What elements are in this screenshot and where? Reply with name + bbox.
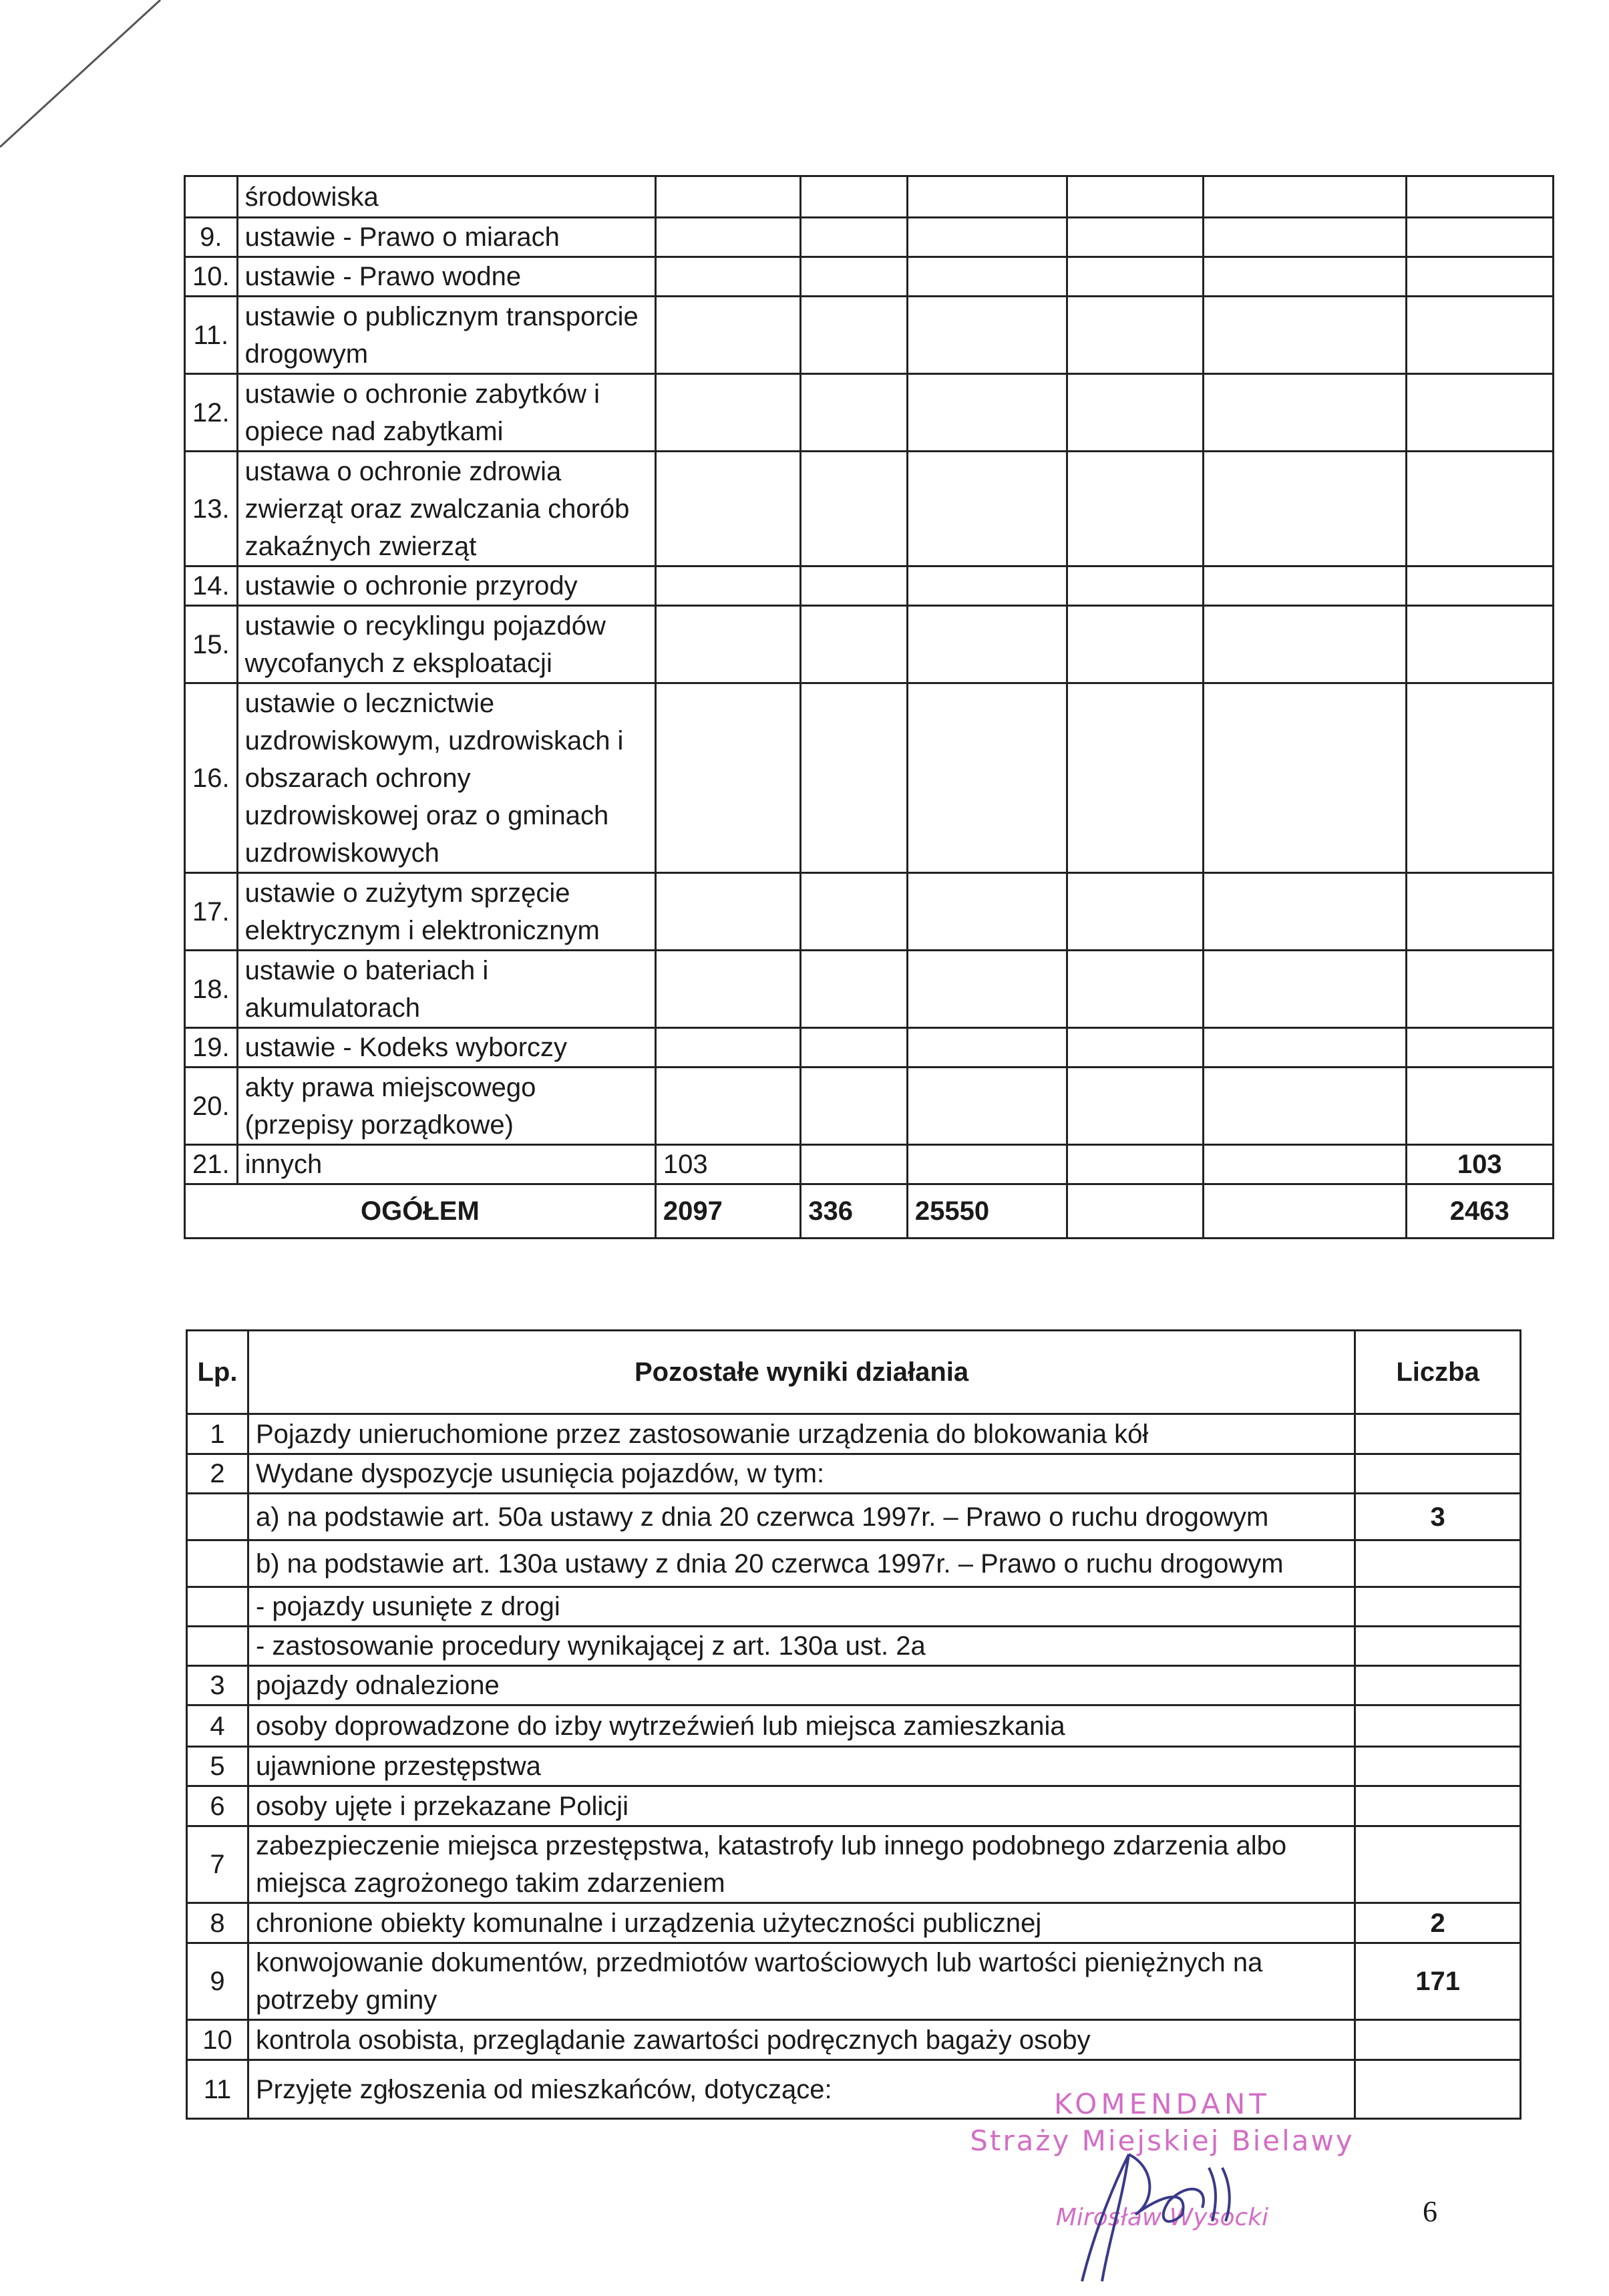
- value-cell-c5: [1204, 374, 1406, 452]
- scan-edge-line: [0, 0, 200, 160]
- row-count: [1355, 1705, 1521, 1747]
- table-row: [185, 951, 1554, 1028]
- row-count: [1355, 1666, 1521, 1705]
- value-cell-c4: [1067, 374, 1204, 452]
- value-cell-c6: [1406, 683, 1553, 873]
- value-cell-c1: [655, 606, 800, 683]
- row-label: a) na podstawie art. 50a ustawy z dnia 20 czerwca 1997r. – Prawo o ruchu drogowym: [248, 1494, 1355, 1540]
- value-cell-c2: [801, 1068, 908, 1145]
- row-number: 6: [187, 1786, 248, 1826]
- value-cell-c6: [1406, 452, 1553, 566]
- value-cell-c1: [655, 257, 800, 297]
- value-cell-c4: [1067, 297, 1204, 374]
- row-label: ustawie o bateriach i akumulatorach: [237, 951, 655, 1028]
- row-number: 13.: [185, 452, 238, 566]
- table-row: [187, 1627, 1521, 1666]
- value-cell-c5: [1204, 566, 1406, 606]
- row-count: [1355, 1587, 1521, 1627]
- stamp-institution: Straży Miejskiej Bielawy: [970, 2124, 1355, 2157]
- row-label: ustawa o ochronie zdrowia zwierząt oraz zwalczania chorób zakaźnych zwierząt: [237, 452, 655, 566]
- total-label: OGÓŁEM: [185, 1184, 656, 1239]
- row-number: 4: [187, 1705, 248, 1747]
- row-label: osoby ujęte i przekazane Policji: [248, 1786, 1355, 1826]
- value-cell-c4: [1067, 1068, 1204, 1145]
- row-label: - zastosowanie procedury wynikającej z art. 130a ust. 2a: [248, 1627, 1355, 1666]
- value-cell-c6: [1406, 374, 1553, 452]
- row-number: 3: [187, 1666, 248, 1705]
- row-label: zabezpieczenie miejsca przestępstwa, katastrofy lub innego podobnego zdarzenia albo miejsca zagrożonego takim zdarzeniem: [248, 1826, 1355, 1903]
- row-number: 9.: [185, 218, 238, 257]
- value-cell-c4: [1067, 1028, 1204, 1068]
- table-row: [187, 1540, 1521, 1587]
- table-row: [185, 374, 1554, 452]
- row-label: osoby doprowadzone do izby wytrzeźwień lub miejsca zamieszkania: [248, 1705, 1355, 1747]
- row-count: [1355, 1747, 1521, 1786]
- row-number: 20.: [185, 1068, 238, 1145]
- violations-table: [184, 175, 1554, 1239]
- value-cell-c3: [907, 176, 1067, 218]
- table-row: [187, 1747, 1521, 1786]
- value-cell-c2: [801, 297, 908, 374]
- value-cell-c6: [1406, 297, 1553, 374]
- value-cell-c4: [1067, 606, 1204, 683]
- row-number: 10.: [185, 257, 238, 297]
- row-number: 1: [187, 1414, 248, 1454]
- row-label: ustawie o lecznictwie uzdrowiskowym, uzdrowiskach i obszarach ochrony uzdrowiskowej oraz o gminach uzdrowiskowych: [237, 683, 655, 873]
- value-cell-c5: [1204, 176, 1406, 218]
- row-number: 11.: [185, 297, 238, 374]
- row-label: ustawie - Kodeks wyborczy: [237, 1028, 655, 1068]
- row-number: 2: [187, 1454, 248, 1494]
- value-cell-c2: [801, 1028, 908, 1068]
- table-row: [187, 1587, 1521, 1627]
- row-number: 5: [187, 1747, 248, 1786]
- value-cell-c4: [1067, 176, 1204, 218]
- value-cell-c4: [1067, 683, 1204, 873]
- total-cell-c2: 336: [801, 1184, 908, 1239]
- value-cell-c3: [907, 218, 1067, 257]
- value-cell-c3: [907, 452, 1067, 566]
- value-cell-c6: [1406, 873, 1553, 951]
- row-count: [1355, 1540, 1521, 1587]
- value-cell-c5: [1204, 452, 1406, 566]
- row-number: 19.: [185, 1028, 238, 1068]
- value-cell-c3: [907, 1145, 1067, 1184]
- value-cell-c1: [655, 873, 800, 951]
- value-cell-c1: 103: [655, 1145, 800, 1184]
- table-row: [187, 1903, 1521, 1943]
- value-cell-c2: [801, 257, 908, 297]
- total-cell-c1: 2097: [655, 1184, 800, 1239]
- stamp-name: Mirosław Wysocki: [1055, 2204, 1269, 2231]
- value-cell-c5: [1204, 297, 1406, 374]
- row-label: innych: [237, 1145, 655, 1184]
- row-label: chronione obiekty komunalne i urządzenia użyteczności publicznej: [248, 1903, 1355, 1943]
- value-cell-c5: [1204, 1145, 1406, 1184]
- table-row: [185, 873, 1554, 951]
- value-cell-c6: [1406, 257, 1553, 297]
- value-cell-c4: [1067, 1145, 1204, 1184]
- value-cell-c2: [801, 566, 908, 606]
- row-label: Przyjęte zgłoszenia od mieszkańców, dotyczące:: [248, 2060, 1355, 2119]
- table-row: [185, 1028, 1554, 1068]
- value-cell-c6: [1406, 566, 1553, 606]
- row-number: 10: [187, 2020, 248, 2060]
- header-lp: Lp.: [187, 1331, 248, 1414]
- table-row: [187, 1666, 1521, 1705]
- row-number: [187, 1587, 248, 1627]
- row-label: ustawie - Prawo o miarach: [237, 218, 655, 257]
- row-number: 18.: [185, 951, 238, 1028]
- value-cell-c1: [655, 1068, 800, 1145]
- value-cell-c3: [907, 951, 1067, 1028]
- value-cell-c4: [1067, 566, 1204, 606]
- table-row: [185, 297, 1554, 374]
- other-results-table: [186, 1329, 1522, 2120]
- table-row: [187, 1826, 1521, 1903]
- table-row: [185, 683, 1554, 873]
- table-row: [187, 1494, 1521, 1540]
- value-cell-c6: [1406, 951, 1553, 1028]
- value-cell-c2: [801, 951, 908, 1028]
- row-label: akty prawa miejscowego (przepisy porządkowe): [237, 1068, 655, 1145]
- table-row: [187, 1786, 1521, 1826]
- value-cell-c5: [1204, 218, 1406, 257]
- value-cell-c1: [655, 683, 800, 873]
- table-row: [185, 218, 1554, 257]
- table-row: [187, 2020, 1521, 2060]
- value-cell-c6: [1406, 1068, 1553, 1145]
- row-number: [185, 176, 238, 218]
- value-cell-c2: [801, 1145, 908, 1184]
- value-cell-c1: [655, 951, 800, 1028]
- value-cell-c5: [1204, 683, 1406, 873]
- value-cell-c4: [1067, 257, 1204, 297]
- value-cell-c4: [1067, 218, 1204, 257]
- value-cell-c3: [907, 1068, 1067, 1145]
- value-cell-c3: [907, 873, 1067, 951]
- stamp-title: KOMENDANT: [1054, 2088, 1270, 2120]
- value-cell-c1: [655, 374, 800, 452]
- value-cell-c5: [1204, 873, 1406, 951]
- value-cell-c1: [655, 566, 800, 606]
- table-row: [185, 257, 1554, 297]
- row-label: ujawnione przestępstwa: [248, 1747, 1355, 1786]
- row-label: ustawie o ochronie przyrody: [237, 566, 655, 606]
- page-number: 6: [1423, 2195, 1437, 2228]
- row-count: [1355, 2060, 1521, 2119]
- row-number: 12.: [185, 374, 238, 452]
- value-cell-c3: [907, 683, 1067, 873]
- row-label: Wydane dyspozycje usunięcia pojazdów, w tym:: [248, 1454, 1355, 1494]
- value-cell-c2: [801, 683, 908, 873]
- value-cell-c3: [907, 297, 1067, 374]
- value-cell-c6: [1406, 218, 1553, 257]
- value-cell-c1: [655, 452, 800, 566]
- value-cell-c3: [907, 566, 1067, 606]
- total-cell-c3: 25550: [907, 1184, 1067, 1239]
- table-row: [185, 1068, 1554, 1145]
- table-row: [187, 1454, 1521, 1494]
- value-cell-c2: [801, 452, 908, 566]
- value-cell-c3: [907, 374, 1067, 452]
- row-number: 17.: [185, 873, 238, 951]
- value-cell-c5: [1204, 606, 1406, 683]
- row-number: [187, 1494, 248, 1540]
- table-row: [185, 1145, 1554, 1184]
- row-count: 3: [1355, 1494, 1521, 1540]
- value-cell-c2: [801, 176, 908, 218]
- row-label: pojazdy odnalezione: [248, 1666, 1355, 1705]
- row-count: [1355, 1826, 1521, 1903]
- value-cell-c6: [1406, 176, 1553, 218]
- row-label: ustawie o recyklingu pojazdów wycofanych z eksploatacji: [237, 606, 655, 683]
- total-cell-c4: [1067, 1184, 1204, 1239]
- row-label: ustawie o publicznym transporcie drogowym: [237, 297, 655, 374]
- value-cell-c1: [655, 297, 800, 374]
- row-count: [1355, 1786, 1521, 1826]
- row-number: 7: [187, 1826, 248, 1903]
- row-number: 8: [187, 1903, 248, 1943]
- value-cell-c2: [801, 374, 908, 452]
- value-cell-c4: [1067, 873, 1204, 951]
- value-cell-c5: [1204, 951, 1406, 1028]
- value-cell-c2: [801, 606, 908, 683]
- row-count: [1355, 1454, 1521, 1494]
- value-cell-c6: [1406, 606, 1553, 683]
- row-label: środowiska: [237, 176, 655, 218]
- total-cell-c6: 2463: [1406, 1184, 1553, 1239]
- table-row: [187, 1943, 1521, 2020]
- row-label: Pojazdy unieruchomione przez zastosowanie urządzenia do blokowania kół: [248, 1414, 1355, 1454]
- row-label: - pojazdy usunięte z drogi: [248, 1587, 1355, 1627]
- row-label: b) na podstawie art. 130a ustawy z dnia 20 czerwca 1997r. – Prawo o ruchu drogowym: [248, 1540, 1355, 1587]
- row-count: [1355, 2020, 1521, 2060]
- value-cell-c3: [907, 606, 1067, 683]
- table-row: [185, 606, 1554, 683]
- row-number: 21.: [185, 1145, 238, 1184]
- row-count: 171: [1355, 1943, 1521, 2020]
- table-row: [185, 566, 1554, 606]
- row-number: [187, 1627, 248, 1666]
- value-cell-c5: [1204, 1068, 1406, 1145]
- row-number: 9: [187, 1943, 248, 2020]
- row-label: konwojowanie dokumentów, przedmiotów wartościowych lub wartości pieniężnych na potrzeby gminy: [248, 1943, 1355, 2020]
- value-cell-c4: [1067, 452, 1204, 566]
- value-cell-c3: [907, 257, 1067, 297]
- total-row: [185, 1184, 1554, 1239]
- value-cell-c2: [801, 218, 908, 257]
- row-number: 14.: [185, 566, 238, 606]
- row-number: 11: [187, 2060, 248, 2119]
- row-count: [1355, 1627, 1521, 1666]
- value-cell-c1: [655, 176, 800, 218]
- value-cell-c1: [655, 218, 800, 257]
- value-cell-c2: [801, 873, 908, 951]
- row-label: kontrola osobista, przeglądanie zawartości podręcznych bagaży osoby: [248, 2020, 1355, 2060]
- table-row: [185, 452, 1554, 566]
- value-cell-c5: [1204, 257, 1406, 297]
- value-cell-c4: [1067, 951, 1204, 1028]
- value-cell-c3: [907, 1028, 1067, 1068]
- row-label: ustawie - Prawo wodne: [237, 257, 655, 297]
- row-label: ustawie o zużytym sprzęcie elektrycznym i elektronicznym: [237, 873, 655, 951]
- row-label: ustawie o ochronie zabytków i opiece nad zabytkami: [237, 374, 655, 452]
- handwritten-signature: [1055, 2128, 1256, 2288]
- row-number: 15.: [185, 606, 238, 683]
- value-cell-c1: [655, 1028, 800, 1068]
- value-cell-c6: 103: [1406, 1145, 1553, 1184]
- table-row: [187, 1705, 1521, 1747]
- table-header-row: [187, 1331, 1521, 1414]
- table-row: [187, 1414, 1521, 1454]
- total-cell-c5: [1204, 1184, 1406, 1239]
- value-cell-c5: [1204, 1028, 1406, 1068]
- header-count: Liczba: [1355, 1331, 1521, 1414]
- table-row: [185, 176, 1554, 218]
- row-count: 2: [1355, 1903, 1521, 1943]
- value-cell-c6: [1406, 1028, 1553, 1068]
- row-count: [1355, 1414, 1521, 1454]
- header-title: Pozostałe wyniki działania: [248, 1331, 1355, 1414]
- row-number: [187, 1540, 248, 1587]
- row-number: 16.: [185, 683, 238, 873]
